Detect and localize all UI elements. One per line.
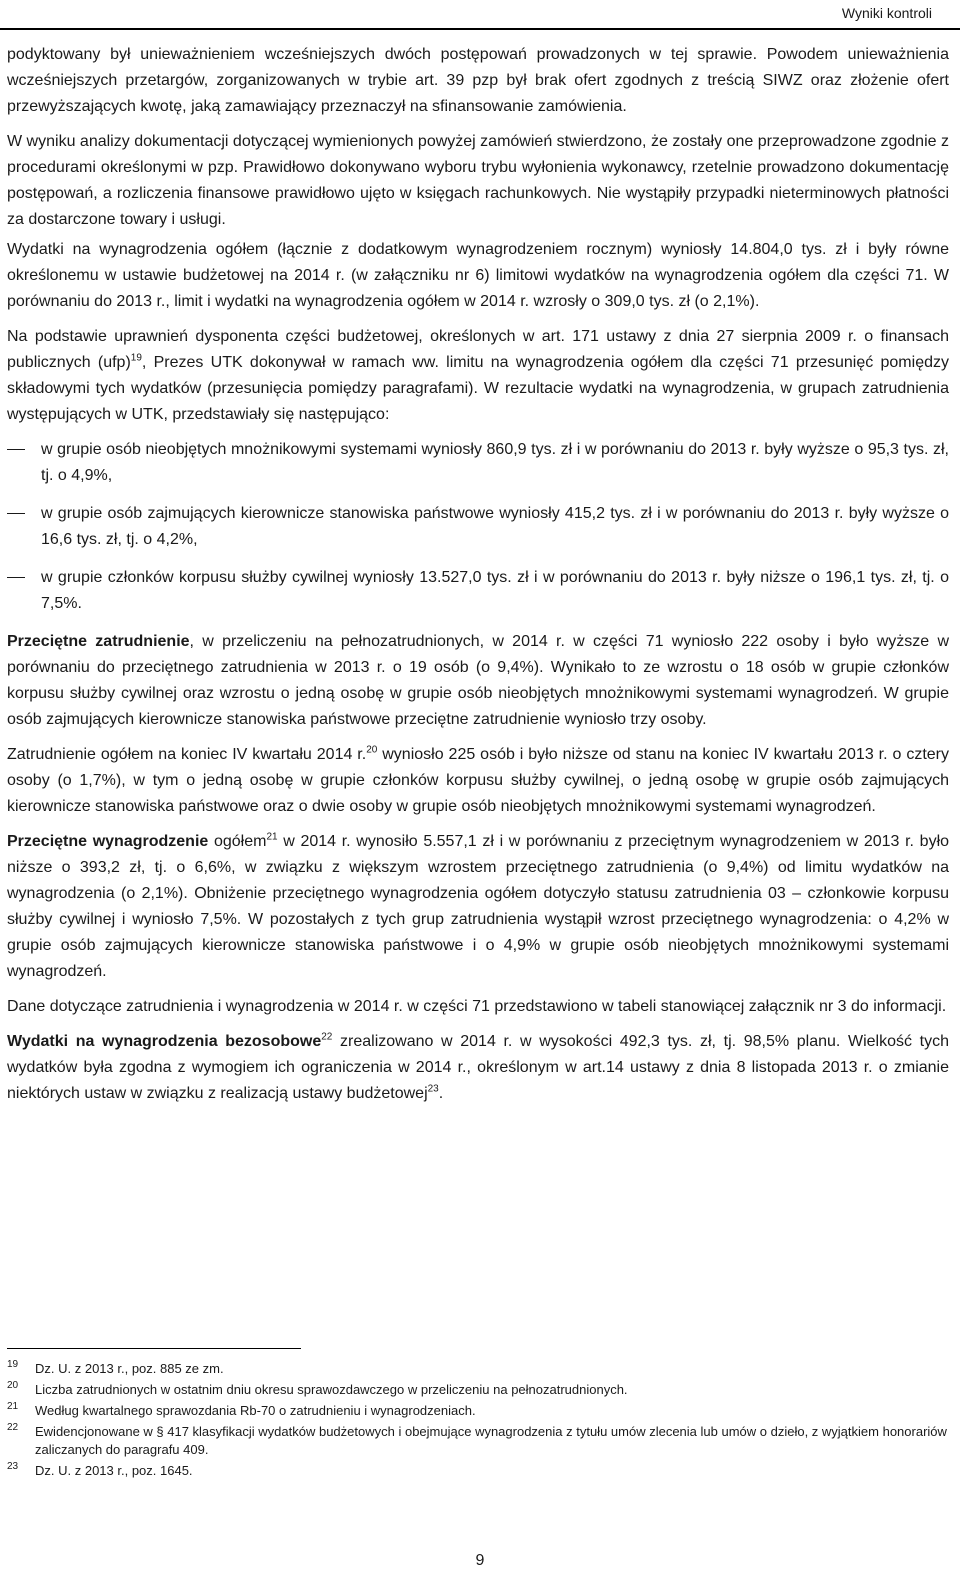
footnote: 21 Według kwartalnego sprawozdania Rb-70 o zatrudnieniu i wynagrodzeniach.	[7, 1402, 949, 1420]
footnote: 22 Ewidencjonowane w § 417 klasyfikacji wydatków budżetowych i obejmujące wynagrodzenia z tytułu umów zlecenia lub umów o dzieło, z wyjątkiem honorariów zaliczanych do paragrafu 409.	[7, 1423, 949, 1459]
footnote-number: 20	[7, 1380, 19, 1391]
paragraph: Przeciętne zatrudnienie, w przeliczeniu na pełnozatrudnionych, w 2014 r. w części 71 wyniosło 222 osoby i było wyższe w porównaniu do przeciętnego zatrudnienia w 2013 r. o 19 osób (o 9,4%). Wynikało to ze wzrostu o 18 osób w grupie członków korpusu służby cywilnej oraz wzrostu o jedną osobę w grupie osób nieobjętych mnożnikowymi systemami wynagrodzeń. W grupie osób zajmujących kierownicze stanowiska państwowe przeciętne zatrudnienie wyniosło trzy osoby.	[7, 633, 950, 728]
footnote-ref: 20	[366, 744, 378, 756]
footnote-ref: 23	[427, 1083, 439, 1095]
list-item: w grupie członków korpusu służby cywilnej wyniosły 13.527,0 tys. zł i w porównaniu do 2013 r. były niższe o 196,1 tys. zł, tj. o 7,5%.	[7, 565, 949, 617]
footnotes	[7, 1360, 949, 1483]
list-item: w grupie osób zajmujących kierownicze stanowiska państwowe wyniosły 415,2 tys. zł i w porównaniu do 2013 r. były wyższe o 16,6 tys. zł, tj. o 4,2%,	[7, 501, 949, 553]
paragraph: W wyniku analizy dokumentacji dotyczącej wymienionych powyżej zamówień stwierdzono, że zostały one przeprowadzone zgodnie z procedurami określonymi w pzp. Prawidłowo dokonywano wyboru trybu wyłonienia wykonawcy, rzetelnie prowadzono dokumentację postępowań, a rozliczenia finansowe prawidłowo ujęto w księgach rachunkowych. Nie wystąpiły przypadki nieterminowych płatności za dostarczone towary i usługi.	[7, 133, 949, 228]
document-body	[7, 42, 949, 1116]
footnote-ref: 22	[321, 1031, 333, 1043]
bullet-list	[7, 437, 949, 617]
footnote: 20 Liczba zatrudnionych w ostatnim dniu okresu sprawozdawczego w przeliczeniu na pełnozatrudnionych.	[7, 1381, 949, 1399]
footnote-ref: 21	[266, 831, 278, 843]
paragraph: Na podstawie uprawnień dysponenta części budżetowej, określonych w art. 171 ustawy z dnia 27 sierpnia 2009 r. o finansach publicznych (ufp)$^{19}$, Prezes UTK dokonywał w ramach ww. limitu na wynagrodzenia ogółem dla części 71 przesunięć pomiędzy składowymi tych wydatków (przesunięcia pomiędzy paragrafami). W rezultacie wydatki na wynagrodzenia, w grupach zatrudnienia występujących w UTK, przedstawiały się następująco:	[7, 328, 949, 423]
page-header	[0, 0, 960, 30]
footnote: 23 Dz. U. z 2013 r., poz. 1645.	[7, 1462, 949, 1480]
footnote-number: 21	[7, 1401, 19, 1412]
bold-term: Przeciętne zatrudnienie	[7, 633, 190, 650]
page-number: 9	[475, 1552, 485, 1569]
dash-bullet-icon	[7, 577, 25, 578]
dash-bullet-icon	[7, 449, 25, 450]
paragraph: Dane dotyczące zatrudnienia i wynagrodzenia w 2014 r. w części 71 przedstawiono w tabeli stanowiącej załącznik nr 3 do informacji.	[7, 998, 947, 1015]
footnote-number: 23	[7, 1461, 19, 1472]
bold-term: Przeciętne wynagrodzenie	[7, 833, 209, 850]
footnote: 19 Dz. U. z 2013 r., poz. 885 ze zm.	[7, 1360, 949, 1378]
paragraph: Przeciętne wynagrodzenie ogółem$^{21}$ w 2014 r. wynosiło 5.557,1 zł i w porównaniu z przeciętnym wynagrodzeniem w 2013 r. było niższe o 393,2 zł, tj. o 6,6%, w związku z większym wzrostem przeciętnego zatrudnienia (o 9,4%) od limitu wydatków na wynagrodzenia (o 2,1%). Obniżenie przeciętnego wynagrodzenia ogółem dotyczyło statusu zatrudnienia 03 – członkowie korpusu służby cywilnej i wyniosło 7,5%. W pozostałych z tych grup zatrudnienia wystąpił wzrost przeciętnego wynagrodzenia: o 4,2% w grupie osób zajmujących kierownicze stanowiska państwowe i o 4,9% w grupie osób nieobjętych mnożnikowymi systemami wynagrodzeń.	[7, 831, 950, 980]
header-title: Wyniki kontroli	[841, 5, 932, 21]
bold-term: Wydatki na wynagrodzenia bezosobowe	[7, 1033, 322, 1050]
paragraph: Wydatki na wynagrodzenia ogółem (łącznie z dodatkowym wynagrodzeniem rocznym) wyniosły 14.804,0 tys. zł i były równe określonemu w ustawie budżetowej na 2014 r. (w załączniku nr 6) limitowi wydatków na wynagrodzenia ogółem dla części 71. W porównaniu do 2013 r., limit i wydatki na wynagrodzenia ogółem w 2014 r. wzrosły o 309,0 tys. zł (o 2,1%).	[7, 241, 949, 310]
paragraph: podyktowany był unieważnieniem wcześniejszych dwóch postępowań prowadzonych w tej sprawie. Powodem unieważnienia wcześniejszych przetargów, zorganizowanych w trybie art. 39 pzp był brak ofert zgodnych z treścią SIWZ oraz złożenie ofert przewyższających kwotę, jaką zamawiający przeznaczył na sfinansowanie zamówienia.	[7, 46, 949, 115]
paragraph: Wydatki na wynagrodzenia bezosobowe$^{22}$ zrealizowano w 2014 r. w wysokości 492,3 tys. zł, tj. 98,5% planu. Wielkość tych wydatków była zgodna z wymogiem ich ograniczenia w 2014 r., określonym w art.14 ustawy z dnia 8 listopada 2013 r. o zmianie niektórych ustaw w związku z realizacją ustawy budżetowej$^{23}$.	[7, 1031, 949, 1102]
list-item: w grupie osób nieobjętych mnożnikowymi systemami wyniosły 860,9 tys. zł i w porównaniu do 2013 r. były wyższe o 95,3 tys. zł, tj. o 4,9%,	[7, 437, 949, 489]
paragraph: Zatrudnienie ogółem na koniec IV kwartału 2014 r.$^{20}$ wyniosło 225 osób i było niższe od stanu na koniec IV kwartału 2013 r. o cztery osoby (o 1,7%), w tym o jedną osobę w grupie członków korpusu służby cywilnej, o jedną osobę w grupie osób zajmujących kierownicze stanowiska państwowe oraz o dwie osoby w grupie osób nieobjętych mnożnikowymi systemami wynagrodzeń.	[7, 744, 949, 815]
dash-bullet-icon	[7, 513, 25, 514]
footnote-ref: 19	[130, 352, 142, 364]
footnote-separator	[7, 1348, 301, 1349]
footnote-number: 22	[7, 1422, 19, 1433]
footnote-number: 19	[7, 1359, 19, 1370]
